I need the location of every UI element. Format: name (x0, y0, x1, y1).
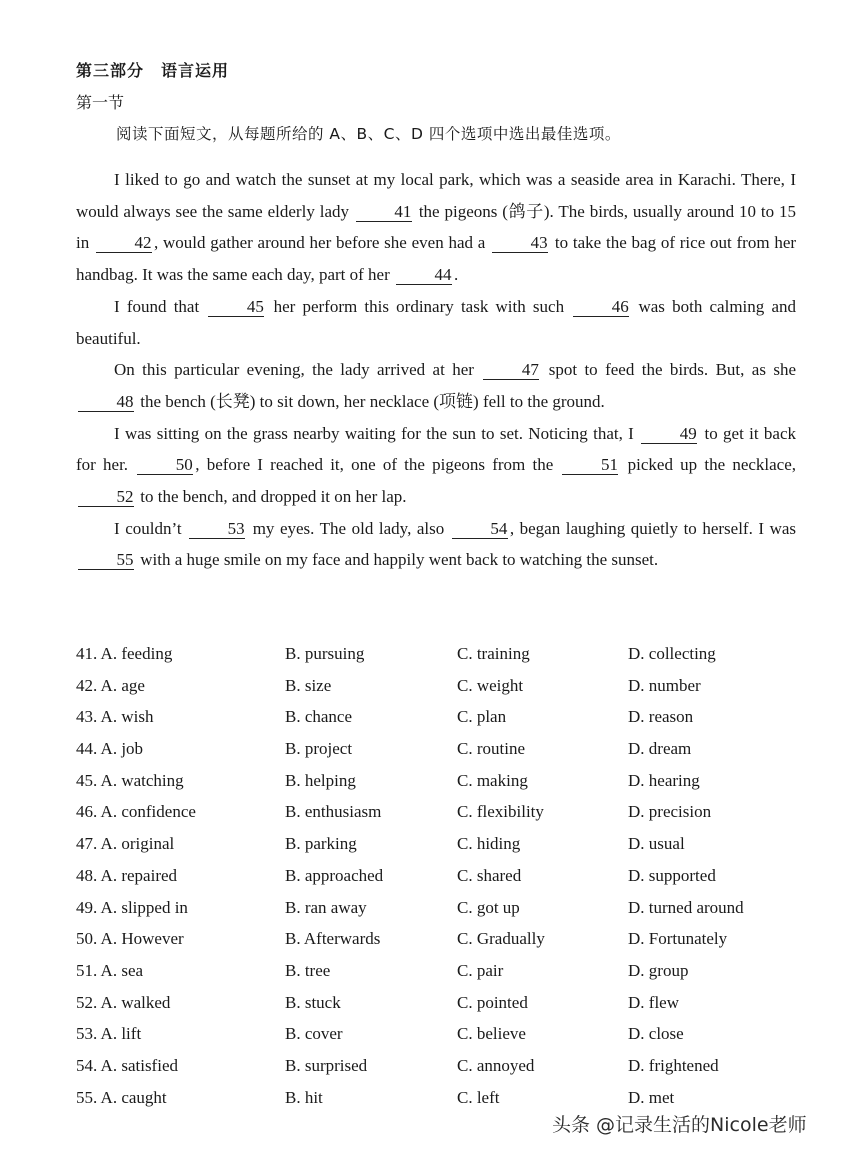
option-b: B. hit (285, 1087, 323, 1107)
option-c: C. training (457, 644, 530, 663)
passage-paragraph-1 (76, 164, 796, 291)
option-b: B. approached (285, 865, 384, 885)
passage-text: I couldn’t (114, 518, 182, 538)
blank-48: 48 (78, 392, 134, 412)
option-d: D. usual (628, 834, 685, 854)
option-b: B. stuck (285, 992, 341, 1012)
option-row-43 (76, 703, 796, 735)
option-d: D. supported (628, 865, 716, 885)
option-d: D. close (628, 1024, 684, 1044)
option-b: B. helping (285, 770, 356, 790)
option-b: B. cover (285, 1024, 343, 1044)
option-c: C. shared (457, 865, 522, 885)
blank-42: 42 (96, 233, 152, 253)
blank-54: 54 (452, 519, 508, 539)
passage-text: spot to feed the birds. But, as she (548, 360, 797, 380)
passage-text: , before I reached it, one of the pigeons from the (195, 455, 554, 475)
option-c: C. hiding (457, 834, 521, 854)
option-d: D. dream (628, 739, 692, 759)
option-b: B. surprised (285, 1055, 368, 1075)
option-row-51 (76, 957, 796, 989)
option-c: C. plan (457, 707, 507, 727)
option-d: D. precision (628, 802, 712, 822)
option-b: B. Afterwards (285, 929, 381, 949)
passage-text: I liked to go and watch the sunset at my local park, which was a seaside area in Karachi. There, I would always see the same elderly lady (76, 170, 796, 221)
option-c: C. pair (457, 960, 504, 980)
option-row-46 (76, 798, 796, 830)
part-heading: 第三部分 语言运用 (76, 61, 230, 80)
option-a: 52. A. walked (76, 992, 171, 1012)
cloze-passage (76, 164, 796, 576)
option-c: C. Gradually (457, 929, 545, 949)
passage-text: the bench (长凳) to sit down, her necklace (项链) fell to the ground. (140, 391, 605, 411)
source-watermark: 头条 @记录生活的Nicole老师 (552, 1114, 807, 1136)
option-row-52 (76, 989, 796, 1021)
option-d: D. hearing (628, 770, 700, 790)
option-a: 43. A. wish (76, 707, 154, 727)
option-a: 44. A. job (76, 739, 144, 759)
option-a: 45. A. watching (76, 770, 184, 790)
option-d: D. reason (628, 707, 694, 727)
option-row-53 (76, 1020, 796, 1052)
blank-41: 41 (356, 202, 412, 222)
option-c: C. pointed (457, 992, 528, 1012)
option-row-54 (76, 1052, 796, 1084)
blank-44: 44 (396, 265, 452, 285)
instruction-text: 阅读下面短文，从每题所给的 A、B、C、D 四个选项中选出最佳选项。 (116, 125, 621, 143)
passage-text: was both calming and beautiful. (76, 296, 796, 348)
option-a: 49. A. slipped in (76, 897, 188, 917)
option-b: B. chance (285, 707, 353, 727)
option-c: C. believe (457, 1024, 526, 1044)
option-a: 42. A. age (76, 675, 145, 695)
option-a: 48. A. repaired (76, 865, 178, 885)
passage-text: her perform this ordinary task with such (273, 296, 565, 316)
option-d: D. met (628, 1087, 675, 1107)
blank-47: 47 (483, 360, 539, 380)
passage-text: to the bench, and dropped it on her lap. (140, 487, 407, 507)
option-row-50 (76, 925, 796, 957)
option-c: C. routine (457, 739, 525, 759)
option-a: 41. A. feeding (76, 644, 173, 663)
option-c: C. left (457, 1087, 500, 1107)
option-a: 50. A. However (76, 929, 184, 949)
passage-paragraph-4 (76, 418, 796, 513)
blank-51: 51 (562, 455, 618, 475)
passage-text: I was sitting on the grass nearby waiting for the sun to set. Noticing that, I (114, 423, 634, 443)
blank-45: 45 (208, 297, 264, 317)
option-row-44 (76, 735, 796, 767)
option-d: D. collecting (628, 644, 716, 663)
passage-text: , would gather around her before she even had a (154, 233, 486, 253)
option-d: D. flew (628, 992, 679, 1012)
option-a: 55. A. caught (76, 1087, 167, 1107)
blank-43: 43 (492, 233, 548, 253)
option-row-42 (76, 672, 796, 704)
option-b: B. size (285, 675, 332, 695)
passage-text: my eyes. The old lady, also (252, 518, 445, 538)
blank-52: 52 (78, 487, 134, 507)
passage-text: with a huge smile on my face and happily went back to watching the sunset. (140, 550, 659, 570)
passage-paragraph-3 (76, 354, 796, 417)
passage-text: . (454, 265, 459, 285)
option-b: B. parking (285, 834, 357, 854)
option-b: B. pursuing (285, 644, 365, 663)
option-c: C. making (457, 770, 528, 790)
option-a: 47. A. original (76, 834, 175, 854)
option-a: 54. A. satisfied (76, 1055, 178, 1075)
passage-paragraph-5 (76, 513, 796, 576)
option-a: 53. A. lift (76, 1024, 142, 1044)
passage-text: I found that (114, 296, 200, 316)
passage-text: On this particular evening, the lady arrived at her (114, 360, 474, 380)
passage-text: picked up the necklace, (627, 455, 797, 475)
option-d: D. group (628, 960, 689, 980)
blank-50: 50 (137, 455, 193, 475)
option-d: D. turned around (628, 897, 744, 917)
section-title: 第一节 (76, 93, 125, 112)
option-b: B. project (285, 739, 353, 759)
option-b: B. enthusiasm (285, 802, 382, 822)
option-row-48 (76, 862, 796, 894)
option-d: D. frightened (628, 1055, 719, 1075)
option-row-41 (76, 640, 796, 672)
option-c: C. weight (457, 675, 524, 695)
option-d: D. number (628, 675, 701, 695)
blank-53: 53 (189, 519, 245, 539)
blank-55: 55 (78, 550, 134, 570)
passage-paragraph-2 (76, 291, 796, 354)
option-b: B. tree (285, 960, 331, 980)
passage-text: to take the bag of rice out from her handbag. It was the same each day, part of her (76, 233, 797, 285)
option-d: D. Fortunately (628, 929, 728, 949)
option-a: 51. A. sea (76, 960, 144, 980)
option-row-47 (76, 830, 796, 862)
passage-text: to get it back for her. (76, 423, 797, 475)
answer-options (76, 640, 796, 1115)
blank-49: 49 (641, 424, 697, 444)
blank-46: 46 (573, 297, 629, 317)
passage-text: , began laughing quietly to herself. I was (509, 518, 797, 538)
option-row-49 (76, 894, 796, 926)
passage-text: the pigeons (鸽子). The birds, usually around 10 to 15 in (76, 201, 797, 253)
option-b: B. ran away (285, 897, 367, 917)
option-a: 46. A. confidence (76, 802, 196, 822)
option-c: C. flexibility (457, 802, 544, 822)
option-row-45 (76, 767, 796, 799)
option-c: C. annoyed (457, 1055, 535, 1075)
option-c: C. got up (457, 897, 520, 917)
